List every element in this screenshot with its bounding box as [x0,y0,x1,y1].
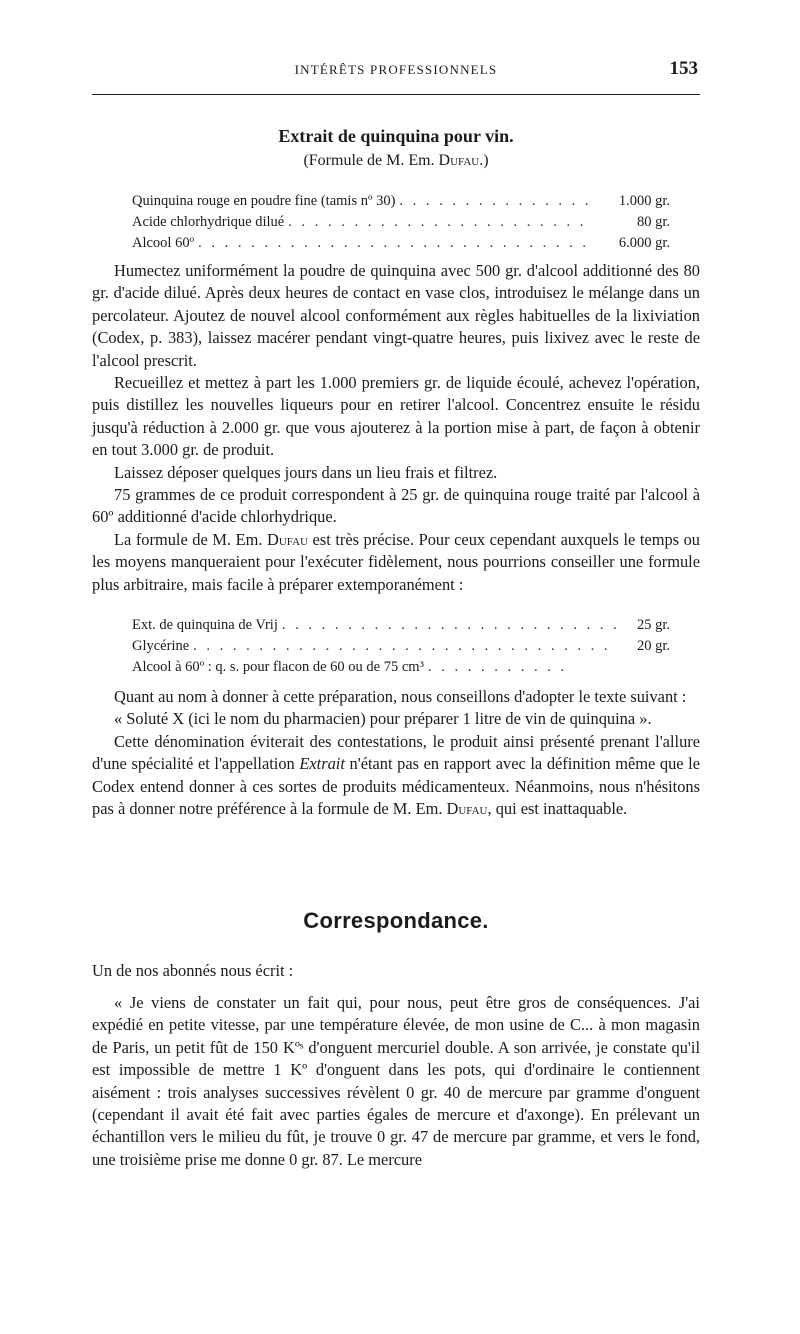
leader-dots [288,214,592,231]
correspondance-intro [92,960,700,982]
recipe-row [132,617,670,638]
paragraph [92,731,700,821]
ingredient-name: Ext. de quinquina de Vrij [132,617,278,633]
subtitle-prefix: (Formule de M. Em. [303,152,439,169]
leader-dots [193,638,618,655]
author-name: Dufau [267,529,308,549]
section-title: Correspondance. [303,908,489,933]
italic-term: Extrait [299,754,345,774]
text-run: est très précise. Pour ceux cependant auxquels le temps ou les moyens manqueraient pour l'exécuter fidèlement, nous pourrions conseiller une formule plus arbitraire, mais facile à préparer extemporanément : [92,529,700,594]
recipe-row [132,193,670,214]
page-number: 153 [669,58,698,79]
paragraph: Recueillez et mettez à part les 1.000 premiers gr. de liquide écoulé, achevez l'opération, puis distillez les nouvelles liqueurs pour en retirer l'alcool. Concentrez ensuite le résidu jusqu'à réduction à 2.000 gr. que vous ajouterez à la portion mise à part, de façon à obtenir en tout 3.000 gr. de produit. [92,373,700,460]
recipe-table-1 [132,193,670,256]
ingredient-quantity: 6.000 gr. [618,235,670,251]
header-rule [92,94,700,95]
text-run: n'étant pas en rapport avec la définition même que le Codex entend donner à ces sortes de produits médicamenteux. Néanmoins, nous n'hésitons pas à donner notre préférence à la formule de M. Em. [92,754,700,819]
leader-dots [282,617,618,634]
paragraph: Humectez uniformément la poudre de quinquina avec 500 gr. d'alcool additionné des 80 gr. d'acide dilué. Après deux heures de contact en vase clos, introduisez le mélange dans un percolateur. Ajoutez de nouvel alcool conformément aux règles habituelles de la lixiviation (Codex, p. 383), laissez macérer pendant vingt-quatre heures, puis lixivez avec le reste de l'alcool prescrit. [92,261,700,370]
quoted-paragraph: « Soluté X (ici le nom du pharmacien) pour préparer 1 litre de vin de quinquina ». [114,709,652,729]
text-run: Cette dénomination éviterait des contestations, le produit ainsi présenté prenant l'allure d'une spécialité et l'appellation [92,731,700,774]
paragraph [92,529,700,596]
article-body-1 [92,260,700,596]
text-run: , qui est inattaquable. [487,799,628,819]
paragraph: 75 grammes de ce produit correspondent à 25 gr. de quinquina rouge traité par l'alcool à 60º additionné d'acide chlorhydrique. [92,485,700,527]
ingredient-quantity: 80 gr. [636,214,670,230]
ingredient-quantity: 1.000 gr. [618,193,670,209]
correspondance-letter [92,992,700,1171]
author-name: Dufau [446,799,488,819]
paragraph: Quant au nom à donner à cette préparation, nous conseillons d'adopter le texte suivant : [114,687,687,706]
quoted-letter: « Je viens de constater un fait qui, pour nous, peut être gros de conséquences. J'ai expédié en petite vitesse, par une température élevée, de mon usine de C... à mon magasin de Paris, un petit fût de 150 Kºˢ d'onguent mercuriel double. A son arrivée, je constate qu'il est impossible de mettre 1 Kº d'onguent dans les pots, qui d'ordinaire le contiennent aisément : trois analyses successives révèlent 0 gr. 40 de mercure par gramme d'onguent (cependant il avait été fait avec parties égales de mercure et d'axonge). En prélevant un échantillon vers le milieu du fût, je trouve 0 gr. 47 de mercure par gramme, et vers le fond, une troisième prise me donne 0 gr. 87. Le mercure [92,993,700,1169]
subtitle-suffix: .) [479,152,489,169]
text-run: La formule de M. Em. [114,529,267,549]
recipe-row [132,659,572,680]
leader-dots [428,659,568,676]
article-subtitle [92,152,700,170]
ingredient-name: Alcool 60º [132,235,195,251]
ingredient-name: Glycérine [132,638,190,654]
paragraph: Un de nos abonnés nous écrit : [92,961,294,980]
ingredient-name: Acide chlorhydrique dilué [132,214,285,230]
recipe-row [132,638,670,659]
recipe-table-2 [132,617,670,680]
paragraph: Laissez déposer quelques jours dans un lieu frais et filtrez. [114,462,498,482]
page-header [92,58,700,86]
recipe-row [132,235,670,256]
ingredient-name: Quinquina rouge en poudre fine (tamis nº 30) [132,193,396,209]
ingredient-name: Alcool à 60º : q. s. pour flacon de 60 ou de 75 cm³ [132,659,424,675]
author-name: Dufau [438,152,480,169]
document-page [92,0,700,1334]
ingredient-quantity: 20 gr. [636,638,670,654]
article-title: Extrait de quinquina pour vin. [278,126,514,146]
recipe-row [132,214,670,235]
ingredient-quantity: 25 gr. [636,617,670,633]
leader-dots [399,193,592,210]
article-body-2 [92,686,700,820]
running-head: INTÉRÊTS PROFESSIONNELS [294,62,498,77]
leader-dots [198,235,592,252]
